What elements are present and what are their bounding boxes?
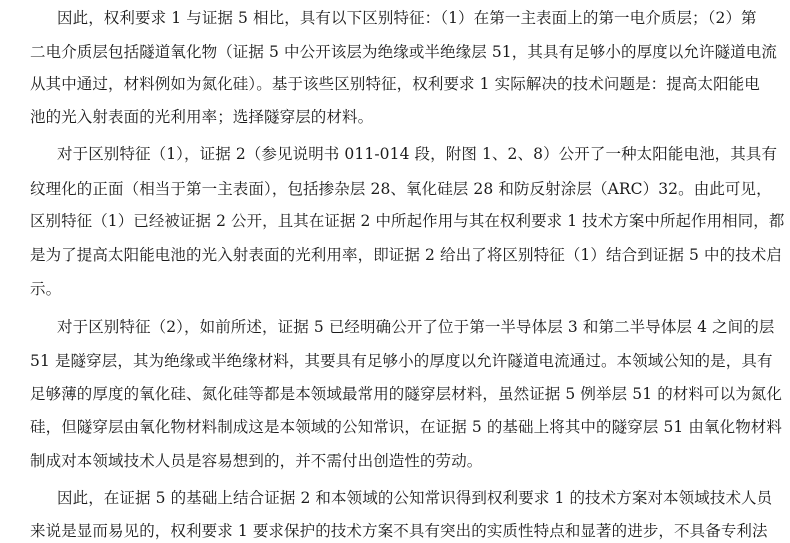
paragraph-1-line-4: 池的光入射表面的光利用率；选择隧穿层的材料。 — [30, 108, 374, 126]
paragraph-3-line-1: 对于区别特征（2），如前所述，证据 5 已经明确公开了位于第一半导体层 3 和第二半导体层 4 之间的层 — [57, 318, 775, 336]
paragraph-2-line-2: 纹理化的正面（相当于第一主表面），包括掺杂层 28、氧化硅层 28 和防反射涂层（ARC）32。由此可见， — [30, 180, 772, 198]
paragraph-1-line-2: 二电介质层包括隧道氧化物（证据 5 中公开该层为绝缘或半绝缘层 51，其具有足够小的厚度以允许隧道电流 — [30, 43, 777, 61]
paragraph-3-line-2: 51 是隧穿层，其为绝缘或半绝缘材料，其要具有足够小的厚度以允许隧道电流通过。本领域公知的是，具有 — [30, 352, 773, 370]
paragraph-2-line-5: 示。 — [30, 280, 62, 298]
paragraph-1-line-1: 因此，权利要求 1 与证据 5 相比，具有以下区别特征：（1）在第一主表面上的第一电介质层；（2）第 — [57, 9, 757, 27]
paragraph-4-line-1: 因此，在证据 5 的基础上结合证据 2 和本领域的公知常识得到权利要求 1 的技术方案对本领域技术人员 — [57, 489, 773, 507]
paragraph-1-line-3: 从其中通过，材料例如为氮化硅）。基于该些区别特征，权利要求 1 实际解决的技术问题是：提高太阳能电 — [30, 75, 760, 93]
paragraph-3-line-4: 硅，但隧穿层由氧化物材料制成这是本领域的公知常识，在证据 5 的基础上将其中的隧穿层 51 由氧化物材料 — [30, 418, 782, 436]
paragraph-4-line-2: 来说是显而易见的，权利要求 1 要求保护的技术方案不具有突出的实质性特点和显著的进步，不具备专利法 — [30, 522, 768, 540]
paragraph-3-line-5: 制成对本领域技术人员是容易想到的，并不需付出创造性的劳动。 — [30, 452, 483, 470]
paragraph-2-line-3: 区别特征（1）已经被证据 2 公开，且其在证据 2 中所起作用与其在权利要求 1 技术方案中所起作用相同，都 — [30, 212, 785, 230]
paragraph-2-line-1: 对于区别特征（1），证据 2（参见说明书 011-014 段，附图 1、2、8）公开了一种太阳能电池，其具有 — [57, 145, 778, 163]
paragraph-3-line-3: 足够薄的厚度的氧化硅、氮化硅等都是本领域最常用的隧穿层材料，虽然证据 5 例举层 51 的材料可以为氮化 — [30, 385, 782, 403]
paragraph-2-line-4: 是为了提高太阳能电池的光入射表面的光利用率，即证据 2 给出了将区别特征（1）结合到证据 5 中的技术启 — [30, 246, 782, 264]
